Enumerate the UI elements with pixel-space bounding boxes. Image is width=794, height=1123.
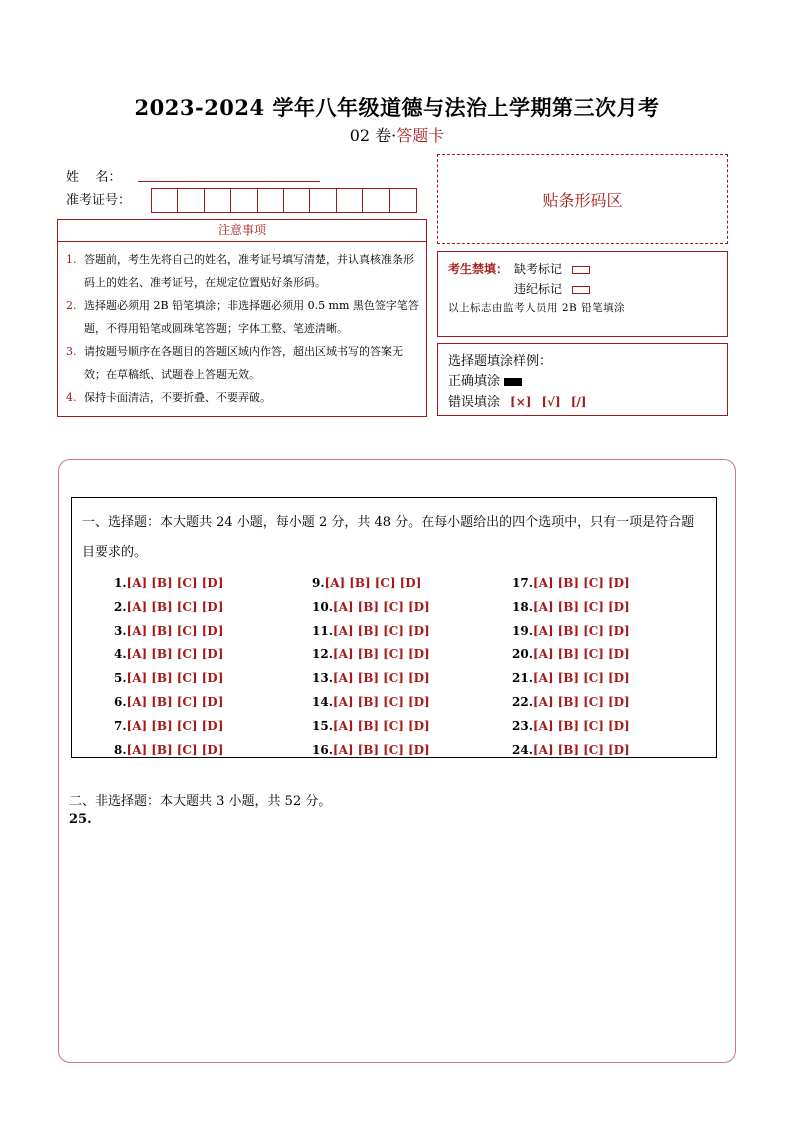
question-number: 12.: [312, 647, 333, 662]
question-number: 5.: [114, 671, 127, 686]
option-bubble[interactable]: [D]: [407, 623, 430, 638]
option-bubble[interactable]: [D]: [607, 718, 630, 733]
notice-text: 保持卡面清洁，不要折叠、不要弄破。: [84, 391, 271, 404]
option-bubble[interactable]: [C]: [583, 647, 604, 662]
option-bubble[interactable]: [A]: [324, 576, 346, 590]
notice-text: 答题前，考生先将自己的姓名，准考证号填写清楚，并认真核准条形码上的姓名、准考证号，在规定位置贴好条形码。: [84, 253, 414, 289]
answer-row: [512, 600, 634, 624]
answer-row: [512, 743, 634, 767]
option-bubble[interactable]: [B]: [557, 694, 580, 709]
option-bubble[interactable]: [C]: [583, 599, 604, 614]
absent-mark-label: 缺考标记: [514, 262, 563, 276]
question-number: 22.: [512, 694, 533, 709]
option-bubble[interactable]: [C]: [583, 671, 604, 686]
option-bubble[interactable]: [A]: [532, 623, 554, 638]
option-bubble[interactable]: [D]: [607, 647, 630, 662]
notice-list: [57, 242, 427, 417]
option-bubble[interactable]: [D]: [407, 599, 430, 614]
option-bubble[interactable]: [B]: [151, 623, 173, 638]
option-bubble[interactable]: [C]: [583, 623, 604, 638]
notice-number: 3.: [66, 345, 77, 358]
option-bubble[interactable]: [C]: [176, 742, 198, 757]
option-bubble[interactable]: [D]: [407, 742, 430, 757]
notice-number: 4.: [66, 391, 77, 404]
notice-item: [64, 248, 420, 294]
question-number: 21.: [512, 671, 533, 686]
option-bubble[interactable]: [A]: [332, 694, 354, 709]
option-bubble[interactable]: [B]: [349, 576, 371, 590]
question-number: 9.: [312, 576, 325, 590]
option-bubble[interactable]: [A]: [126, 647, 148, 662]
option-bubble[interactable]: [B]: [557, 742, 580, 757]
answer-row: [312, 624, 434, 648]
answer-row: [312, 647, 434, 671]
option-bubble[interactable]: [D]: [201, 647, 224, 662]
violation-mark-label: 违纪标记: [514, 282, 563, 296]
page-subtitle: [0, 123, 794, 146]
option-bubble[interactable]: [D]: [607, 576, 630, 590]
answer-row: [512, 647, 634, 671]
option-bubble[interactable]: [B]: [557, 623, 580, 638]
question-number: 14.: [312, 694, 333, 709]
option-bubble[interactable]: [C]: [583, 718, 604, 733]
option-bubble[interactable]: [A]: [126, 694, 148, 709]
multiple-choice-section: [71, 497, 717, 758]
forbidden-label: 考生禁填：: [448, 262, 509, 276]
answer-row: [312, 743, 434, 767]
option-bubble[interactable]: [A]: [126, 599, 148, 614]
answer-row: [312, 576, 434, 600]
notice-text: 选择题必须用 2B 铅笔填涂；非选择题必须用 0.5 mm 黑色签字笔答题，不得用铅笔或圆珠笔答题；字体工整、笔迹清晰。: [84, 299, 419, 335]
option-bubble[interactable]: [B]: [557, 576, 580, 590]
question-number: 19.: [512, 623, 533, 638]
option-bubble[interactable]: [C]: [383, 671, 404, 686]
option-bubble[interactable]: [D]: [607, 623, 630, 638]
option-bubble[interactable]: [A]: [532, 647, 554, 662]
barcode-label: 贴条形码区: [542, 190, 623, 210]
correct-fill-label: 正确填涂: [448, 374, 501, 389]
option-bubble[interactable]: [D]: [201, 599, 224, 614]
examinee-forbidden-panel: [437, 251, 728, 337]
question-number: 20.: [512, 647, 533, 662]
option-bubble[interactable]: [B]: [357, 742, 380, 757]
option-bubble[interactable]: [B]: [151, 671, 173, 686]
question-number: 16.: [312, 742, 333, 757]
notice-text: 请按题号顺序在各题目的答题区域内作答，超出区域书写的答案无效；在草稿纸、试题卷上答题无效。: [84, 345, 403, 381]
answer-row: [312, 600, 434, 624]
notice-number: 1.: [66, 253, 77, 266]
option-bubble[interactable]: [A]: [532, 599, 554, 614]
id-digit-box[interactable]: [284, 189, 310, 212]
name-field[interactable]: [138, 181, 320, 182]
question-number: 3.: [114, 623, 127, 638]
answer-row: [114, 671, 227, 695]
answer-row: [312, 719, 434, 743]
option-bubble[interactable]: [B]: [557, 647, 580, 662]
question-number: 1.: [114, 576, 127, 590]
option-bubble[interactable]: [D]: [607, 671, 630, 686]
notice-item: [64, 340, 420, 386]
barcode-area: [437, 154, 728, 244]
option-bubble[interactable]: [C]: [383, 599, 404, 614]
option-bubble[interactable]: [A]: [126, 742, 148, 757]
option-bubble[interactable]: [A]: [126, 718, 148, 733]
question-number: 15.: [312, 718, 333, 733]
wrong-mark-check: [√]: [541, 395, 561, 409]
answer-row: [114, 743, 227, 767]
question-number: 10.: [312, 599, 333, 614]
option-bubble[interactable]: [C]: [176, 718, 198, 733]
option-bubble[interactable]: [C]: [383, 623, 404, 638]
option-bubble[interactable]: [C]: [176, 599, 198, 614]
notice-title: 注意事项: [57, 219, 427, 242]
name-label: 姓 名：: [66, 170, 122, 185]
answer-row: [512, 719, 634, 743]
answer-row: [114, 576, 227, 600]
question-25-label: 25.: [69, 812, 92, 827]
answer-column: [512, 576, 634, 766]
question-number: 23.: [512, 718, 533, 733]
option-bubble[interactable]: [D]: [407, 718, 430, 733]
option-bubble[interactable]: [B]: [151, 742, 173, 757]
question-number: 11.: [312, 623, 333, 638]
answer-row: [114, 624, 227, 648]
correct-fill-mark: [504, 378, 522, 386]
option-bubble[interactable]: [D]: [407, 671, 430, 686]
subtitle-highlight: 答题卡: [396, 126, 445, 145]
notice-item: [64, 294, 420, 340]
page-title: 2023-2024 学年八年级道德与法治上学期第三次月考: [134, 95, 660, 120]
fill-sample-title: 选择题填涂样例：: [448, 354, 553, 369]
option-bubble[interactable]: [D]: [201, 623, 224, 638]
option-bubble[interactable]: [D]: [607, 694, 630, 709]
answer-row: [512, 624, 634, 648]
question-number: 6.: [114, 694, 127, 709]
fill-sample-panel: [437, 343, 728, 416]
option-bubble[interactable]: [B]: [357, 647, 380, 662]
option-bubble[interactable]: [C]: [383, 647, 404, 662]
option-bubble[interactable]: [C]: [176, 576, 198, 590]
option-bubble[interactable]: [B]: [557, 718, 580, 733]
option-bubble[interactable]: [B]: [151, 694, 173, 709]
id-digit-box[interactable]: [152, 189, 178, 212]
option-bubble[interactable]: [C]: [383, 694, 404, 709]
answer-row: [512, 576, 634, 600]
option-bubble[interactable]: [C]: [374, 576, 396, 590]
option-bubble[interactable]: [D]: [201, 694, 224, 709]
option-bubble[interactable]: [A]: [126, 671, 148, 686]
absent-mark-box[interactable]: [572, 266, 590, 274]
subtitle-prefix: 02 卷·: [349, 126, 397, 145]
option-bubble[interactable]: [C]: [176, 623, 198, 638]
multiple-choice-grid: [82, 576, 706, 766]
option-bubble[interactable]: [A]: [126, 623, 148, 638]
option-bubble[interactable]: [A]: [532, 576, 554, 590]
wrong-mark-slash: [/]: [570, 395, 587, 409]
answer-row: [114, 695, 227, 719]
option-bubble[interactable]: [B]: [151, 599, 173, 614]
option-bubble[interactable]: [B]: [151, 576, 173, 590]
id-digit-box[interactable]: [178, 189, 204, 212]
question-number: 18.: [512, 599, 533, 614]
answer-column: [312, 576, 434, 766]
option-bubble[interactable]: [A]: [332, 647, 354, 662]
answer-row: [512, 695, 634, 719]
option-bubble[interactable]: [D]: [407, 647, 430, 662]
option-bubble[interactable]: [C]: [583, 576, 604, 590]
option-bubble[interactable]: [A]: [332, 623, 354, 638]
option-bubble[interactable]: [B]: [357, 623, 380, 638]
violation-mark-box[interactable]: [572, 286, 590, 294]
option-bubble[interactable]: [A]: [532, 718, 554, 733]
option-bubble[interactable]: [A]: [532, 742, 554, 757]
option-bubble[interactable]: [D]: [201, 576, 224, 590]
id-digit-box[interactable]: [258, 189, 284, 212]
option-bubble[interactable]: [B]: [557, 671, 580, 686]
option-bubble[interactable]: [D]: [607, 599, 630, 614]
question-number: 17.: [512, 576, 533, 590]
option-bubble[interactable]: [C]: [383, 742, 404, 757]
id-digit-box[interactable]: [390, 189, 416, 212]
option-bubble[interactable]: [B]: [151, 647, 173, 662]
answer-row: [114, 647, 227, 671]
part2-intro: 二、非选择题：本大题共 3 小题，共 52 分。: [69, 794, 332, 809]
answer-row: [312, 671, 434, 695]
option-bubble[interactable]: [D]: [399, 576, 422, 590]
id-digit-box[interactable]: [337, 189, 363, 212]
question-number: 4.: [114, 647, 127, 662]
answer-column: [114, 576, 227, 766]
option-bubble[interactable]: [C]: [583, 694, 604, 709]
id-label: 准考证号：: [66, 193, 132, 208]
option-bubble[interactable]: [D]: [201, 742, 224, 757]
option-bubble[interactable]: [B]: [357, 671, 380, 686]
option-bubble[interactable]: [C]: [583, 742, 604, 757]
option-bubble[interactable]: [A]: [532, 671, 554, 686]
option-bubble[interactable]: [D]: [407, 694, 430, 709]
option-bubble[interactable]: [A]: [332, 718, 354, 733]
option-bubble[interactable]: [B]: [357, 718, 380, 733]
option-bubble[interactable]: [A]: [532, 694, 554, 709]
option-bubble[interactable]: [D]: [201, 718, 224, 733]
option-bubble[interactable]: [C]: [176, 671, 198, 686]
option-bubble[interactable]: [B]: [357, 694, 380, 709]
option-bubble[interactable]: [A]: [332, 742, 354, 757]
id-digit-box[interactable]: [205, 189, 231, 212]
forbidden-note: 以上标志由监考人员用 2B 铅笔填涂: [448, 302, 626, 314]
notice-item: [64, 386, 420, 409]
option-bubble[interactable]: [D]: [607, 742, 630, 757]
wrong-mark-cross: [×]: [510, 395, 532, 409]
option-bubble[interactable]: [B]: [151, 718, 173, 733]
option-bubble[interactable]: [A]: [332, 671, 354, 686]
option-bubble[interactable]: [C]: [176, 694, 198, 709]
option-bubble[interactable]: [B]: [557, 599, 580, 614]
answer-row: [312, 695, 434, 719]
multiple-choice-intro: 一、选择题：本大题共 24 小题，每小题 2 分，共 48 分。在每小题给出的四个选项中，只有一项是符合题目要求的。: [82, 515, 695, 560]
id-digit-box[interactable]: [310, 189, 336, 212]
question-number: 13.: [312, 671, 333, 686]
question-number: 8.: [114, 742, 127, 757]
question-number: 2.: [114, 599, 127, 614]
notice-number: 2.: [66, 299, 77, 312]
answer-row: [114, 600, 227, 624]
option-bubble[interactable]: [C]: [383, 718, 404, 733]
option-bubble[interactable]: [A]: [332, 599, 354, 614]
answer-row: [114, 719, 227, 743]
exam-id-boxes[interactable]: [151, 188, 417, 213]
wrong-fill-label: 错误填涂: [448, 395, 501, 410]
option-bubble[interactable]: [D]: [201, 671, 224, 686]
option-bubble[interactable]: [B]: [357, 599, 380, 614]
id-digit-box[interactable]: [363, 189, 389, 212]
option-bubble[interactable]: [C]: [176, 647, 198, 662]
answer-row: [512, 671, 634, 695]
question-number: 7.: [114, 718, 127, 733]
question-number: 24.: [512, 742, 533, 757]
id-digit-box[interactable]: [231, 189, 257, 212]
option-bubble[interactable]: [A]: [126, 576, 148, 590]
